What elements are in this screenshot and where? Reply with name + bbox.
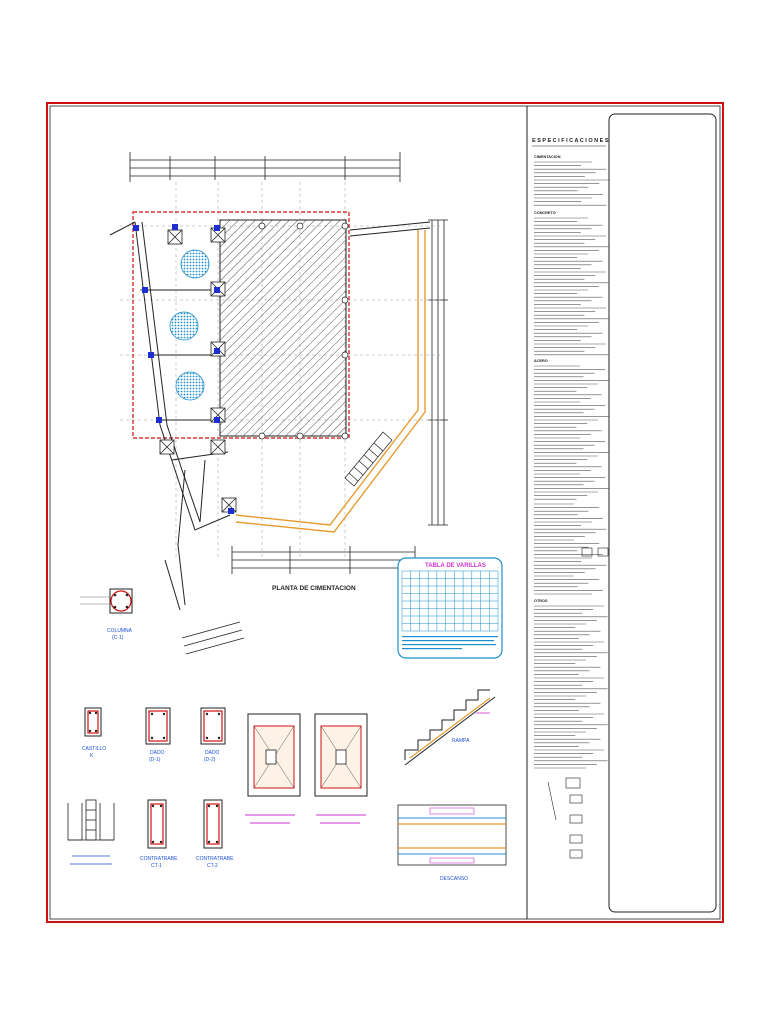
contratrabe-2-detail <box>196 800 234 869</box>
dado-2-label: DADO <box>205 750 220 756</box>
castillo-code: K <box>90 753 94 759</box>
specs-section-2: CONCRETO <box>534 211 556 215</box>
ramp-detail <box>405 690 495 765</box>
dado-1-label: DADO <box>150 750 165 756</box>
hatched-slab <box>220 220 346 436</box>
specifications-panel <box>532 138 610 858</box>
contratrabe-1-detail <box>140 800 178 869</box>
dado-2-detail <box>201 708 225 763</box>
descanso-label: DESCANSO <box>440 876 469 882</box>
columna-label: COLUMNA <box>107 628 133 634</box>
bottom-dimension-lines <box>232 546 415 574</box>
specs-title: E S P E C I F I C A C I O N E S <box>532 138 609 144</box>
specs-section-4: OTROS <box>534 599 548 603</box>
contratrabe-1-label: CONTRATRABE <box>140 856 178 862</box>
footing-detail-2 <box>315 714 367 823</box>
table-title: TABLA DE VARILLAS <box>425 563 486 569</box>
stair-block <box>345 432 392 486</box>
specs-section-1: CIMENTACION <box>534 155 561 159</box>
dado-1-detail <box>146 708 170 763</box>
specs-section-3: ACERO <box>534 359 548 363</box>
columna-code: (C-1) <box>112 635 124 641</box>
dado-2-code: (D-2) <box>204 757 216 763</box>
rebar-table <box>398 558 502 658</box>
top-dimension-lines <box>130 152 400 182</box>
wall-footing-detail <box>68 800 114 864</box>
footing-detail-1 <box>245 714 300 823</box>
castillo-label: CASTILLO <box>82 746 107 752</box>
descanso-detail <box>398 805 506 882</box>
contratrabe-2-code: CT-2 <box>207 863 218 869</box>
right-dimension-lines <box>428 220 448 525</box>
contratrabe-1-code: CT-1 <box>151 863 162 869</box>
plan-title: PLANTA DE CIMENTACION <box>272 585 356 592</box>
contratrabe-2-label: CONTRATRABE <box>196 856 234 862</box>
foundation-plan <box>110 152 448 654</box>
dado-1-code: (D-1) <box>149 757 161 763</box>
rampa-label: RAMPA <box>452 738 470 744</box>
castillo-detail <box>82 708 106 759</box>
column-detail <box>80 589 133 641</box>
